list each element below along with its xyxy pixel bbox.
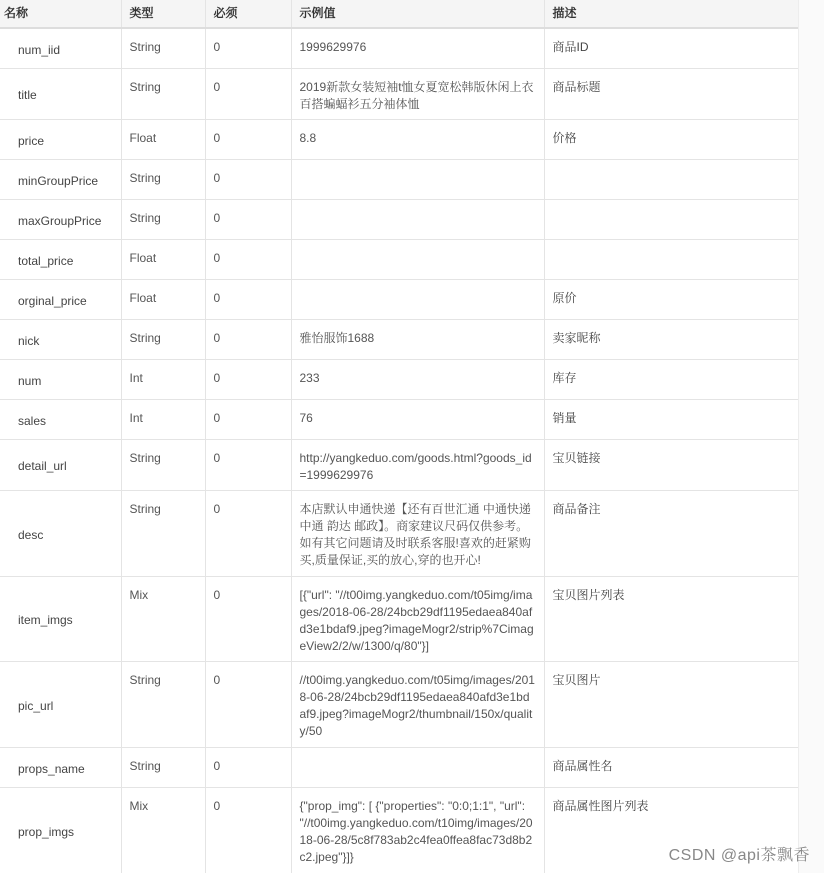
cell-required: 0 xyxy=(205,119,291,159)
cell-description: 宝贝图片 xyxy=(544,661,798,747)
table-header-row xyxy=(0,0,798,28)
cell-example xyxy=(291,199,544,239)
cell-description: 价格 xyxy=(544,119,798,159)
cell-type: String xyxy=(121,68,205,119)
cell-type: String xyxy=(121,199,205,239)
table-row xyxy=(0,28,798,68)
cell-type: Float xyxy=(121,239,205,279)
cell-name: sales xyxy=(0,399,121,439)
watermark: CSDN @api茶飘香 xyxy=(668,847,810,864)
cell-name: props_name xyxy=(0,747,121,787)
cell-type: Mix xyxy=(121,576,205,661)
cell-name: nick xyxy=(0,319,121,359)
cell-example xyxy=(291,159,544,199)
cell-description: 商品备注 xyxy=(544,490,798,576)
table-row xyxy=(0,68,798,119)
table-row xyxy=(0,239,798,279)
cell-type: Float xyxy=(121,279,205,319)
cell-description: 商品属性名 xyxy=(544,747,798,787)
cell-type: Int xyxy=(121,359,205,399)
cell-required: 0 xyxy=(205,399,291,439)
cell-type: Float xyxy=(121,119,205,159)
cell-required: 0 xyxy=(205,787,291,873)
cell-description: 宝贝图片列表 xyxy=(544,576,798,661)
cell-example: //t00img.yangkeduo.com/t05img/images/2018-06-28/24bcb29df1195edaea840afd3e1bdaf9.jpeg?imageMogr2/thumbnail/150x/quality/50 xyxy=(291,661,544,747)
cell-name: orginal_price xyxy=(0,279,121,319)
cell-name: total_price xyxy=(0,239,121,279)
cell-type: String xyxy=(121,439,205,490)
cell-required: 0 xyxy=(205,159,291,199)
cell-example: [{"url": "//t00img.yangkeduo.com/t05img/images/2018-06-28/24bcb29df1195edaea840afd3e1bdaf9.jpeg?imageMogr2/strip%7CimageView2/2/w/1300/q/80"}] xyxy=(291,576,544,661)
table-row xyxy=(0,319,798,359)
table-row xyxy=(0,661,798,747)
cell-description: 卖家昵称 xyxy=(544,319,798,359)
cell-name: item_imgs xyxy=(0,576,121,661)
cell-type: String xyxy=(121,747,205,787)
header-required: 必须 xyxy=(205,0,291,28)
header-description: 描述 xyxy=(544,0,798,28)
cell-required: 0 xyxy=(205,239,291,279)
table-row xyxy=(0,399,798,439)
table-row xyxy=(0,159,798,199)
cell-required: 0 xyxy=(205,490,291,576)
cell-example xyxy=(291,279,544,319)
cell-example: 1999629976 xyxy=(291,28,544,68)
cell-description: 商品ID xyxy=(544,28,798,68)
cell-name: prop_imgs xyxy=(0,787,121,873)
cell-example: {"prop_img": [ {"properties": "0:0;1:1", "url": "//t00img.yangkeduo.com/t10img/images/2018-06-28/5c8f783ab2c4fea0ffea8fac73d8b2c2.jpeg"}]} xyxy=(291,787,544,873)
cell-type: Mix xyxy=(121,787,205,873)
table-row xyxy=(0,747,798,787)
cell-required: 0 xyxy=(205,661,291,747)
cell-example: 76 xyxy=(291,399,544,439)
cell-required: 0 xyxy=(205,439,291,490)
cell-required: 0 xyxy=(205,279,291,319)
cell-name: maxGroupPrice xyxy=(0,199,121,239)
cell-description: 宝贝链接 xyxy=(544,439,798,490)
header-name: 名称 xyxy=(0,0,121,28)
cell-description xyxy=(544,239,798,279)
cell-description xyxy=(544,199,798,239)
header-type: 类型 xyxy=(121,0,205,28)
cell-example xyxy=(291,239,544,279)
cell-type: String xyxy=(121,661,205,747)
cell-example: 本店默认申通快递【还有百世汇通 中通快递 中通 韵达 邮政】。商家建议尺码仅供参考。如有其它问题请及时联系客服!喜欢的赶紧购买,质量保证,买的放心,穿的也开心! xyxy=(291,490,544,576)
cell-name: pic_url xyxy=(0,661,121,747)
table-row xyxy=(0,199,798,239)
cell-description xyxy=(544,159,798,199)
cell-example: 8.8 xyxy=(291,119,544,159)
header-example: 示例值 xyxy=(291,0,544,28)
cell-name: price xyxy=(0,119,121,159)
table-row xyxy=(0,576,798,661)
cell-example: 2019新款女装短袖t恤女夏宽松韩版休闲上衣百搭蝙蝠衫五分袖体恤 xyxy=(291,68,544,119)
table-body xyxy=(0,28,798,873)
cell-description: 原价 xyxy=(544,279,798,319)
cell-example: 233 xyxy=(291,359,544,399)
cell-type: String xyxy=(121,159,205,199)
cell-type: String xyxy=(121,319,205,359)
cell-description: 商品标题 xyxy=(544,68,798,119)
cell-name: minGroupPrice xyxy=(0,159,121,199)
cell-required: 0 xyxy=(205,576,291,661)
cell-name: title xyxy=(0,68,121,119)
cell-required: 0 xyxy=(205,359,291,399)
cell-example xyxy=(291,747,544,787)
cell-required: 0 xyxy=(205,199,291,239)
cell-name: detail_url xyxy=(0,439,121,490)
cell-description: 商品属性图片列表 xyxy=(544,787,798,873)
cell-type: String xyxy=(121,28,205,68)
cell-name: num_iid xyxy=(0,28,121,68)
cell-required: 0 xyxy=(205,319,291,359)
table-row xyxy=(0,119,798,159)
table-row xyxy=(0,439,798,490)
cell-required: 0 xyxy=(205,28,291,68)
table-row xyxy=(0,279,798,319)
cell-required: 0 xyxy=(205,747,291,787)
cell-required: 0 xyxy=(205,68,291,119)
cell-name: desc xyxy=(0,490,121,576)
cell-type: String xyxy=(121,490,205,576)
cell-example: http://yangkeduo.com/goods.html?goods_id=1999629976 xyxy=(291,439,544,490)
table-row xyxy=(0,490,798,576)
cell-type: Int xyxy=(121,399,205,439)
cell-description: 库存 xyxy=(544,359,798,399)
cell-example: 雅怡服饰1688 xyxy=(291,319,544,359)
cell-description: 销量 xyxy=(544,399,798,439)
scrollbar-track[interactable] xyxy=(798,0,824,873)
cell-name: num xyxy=(0,359,121,399)
table-row xyxy=(0,359,798,399)
